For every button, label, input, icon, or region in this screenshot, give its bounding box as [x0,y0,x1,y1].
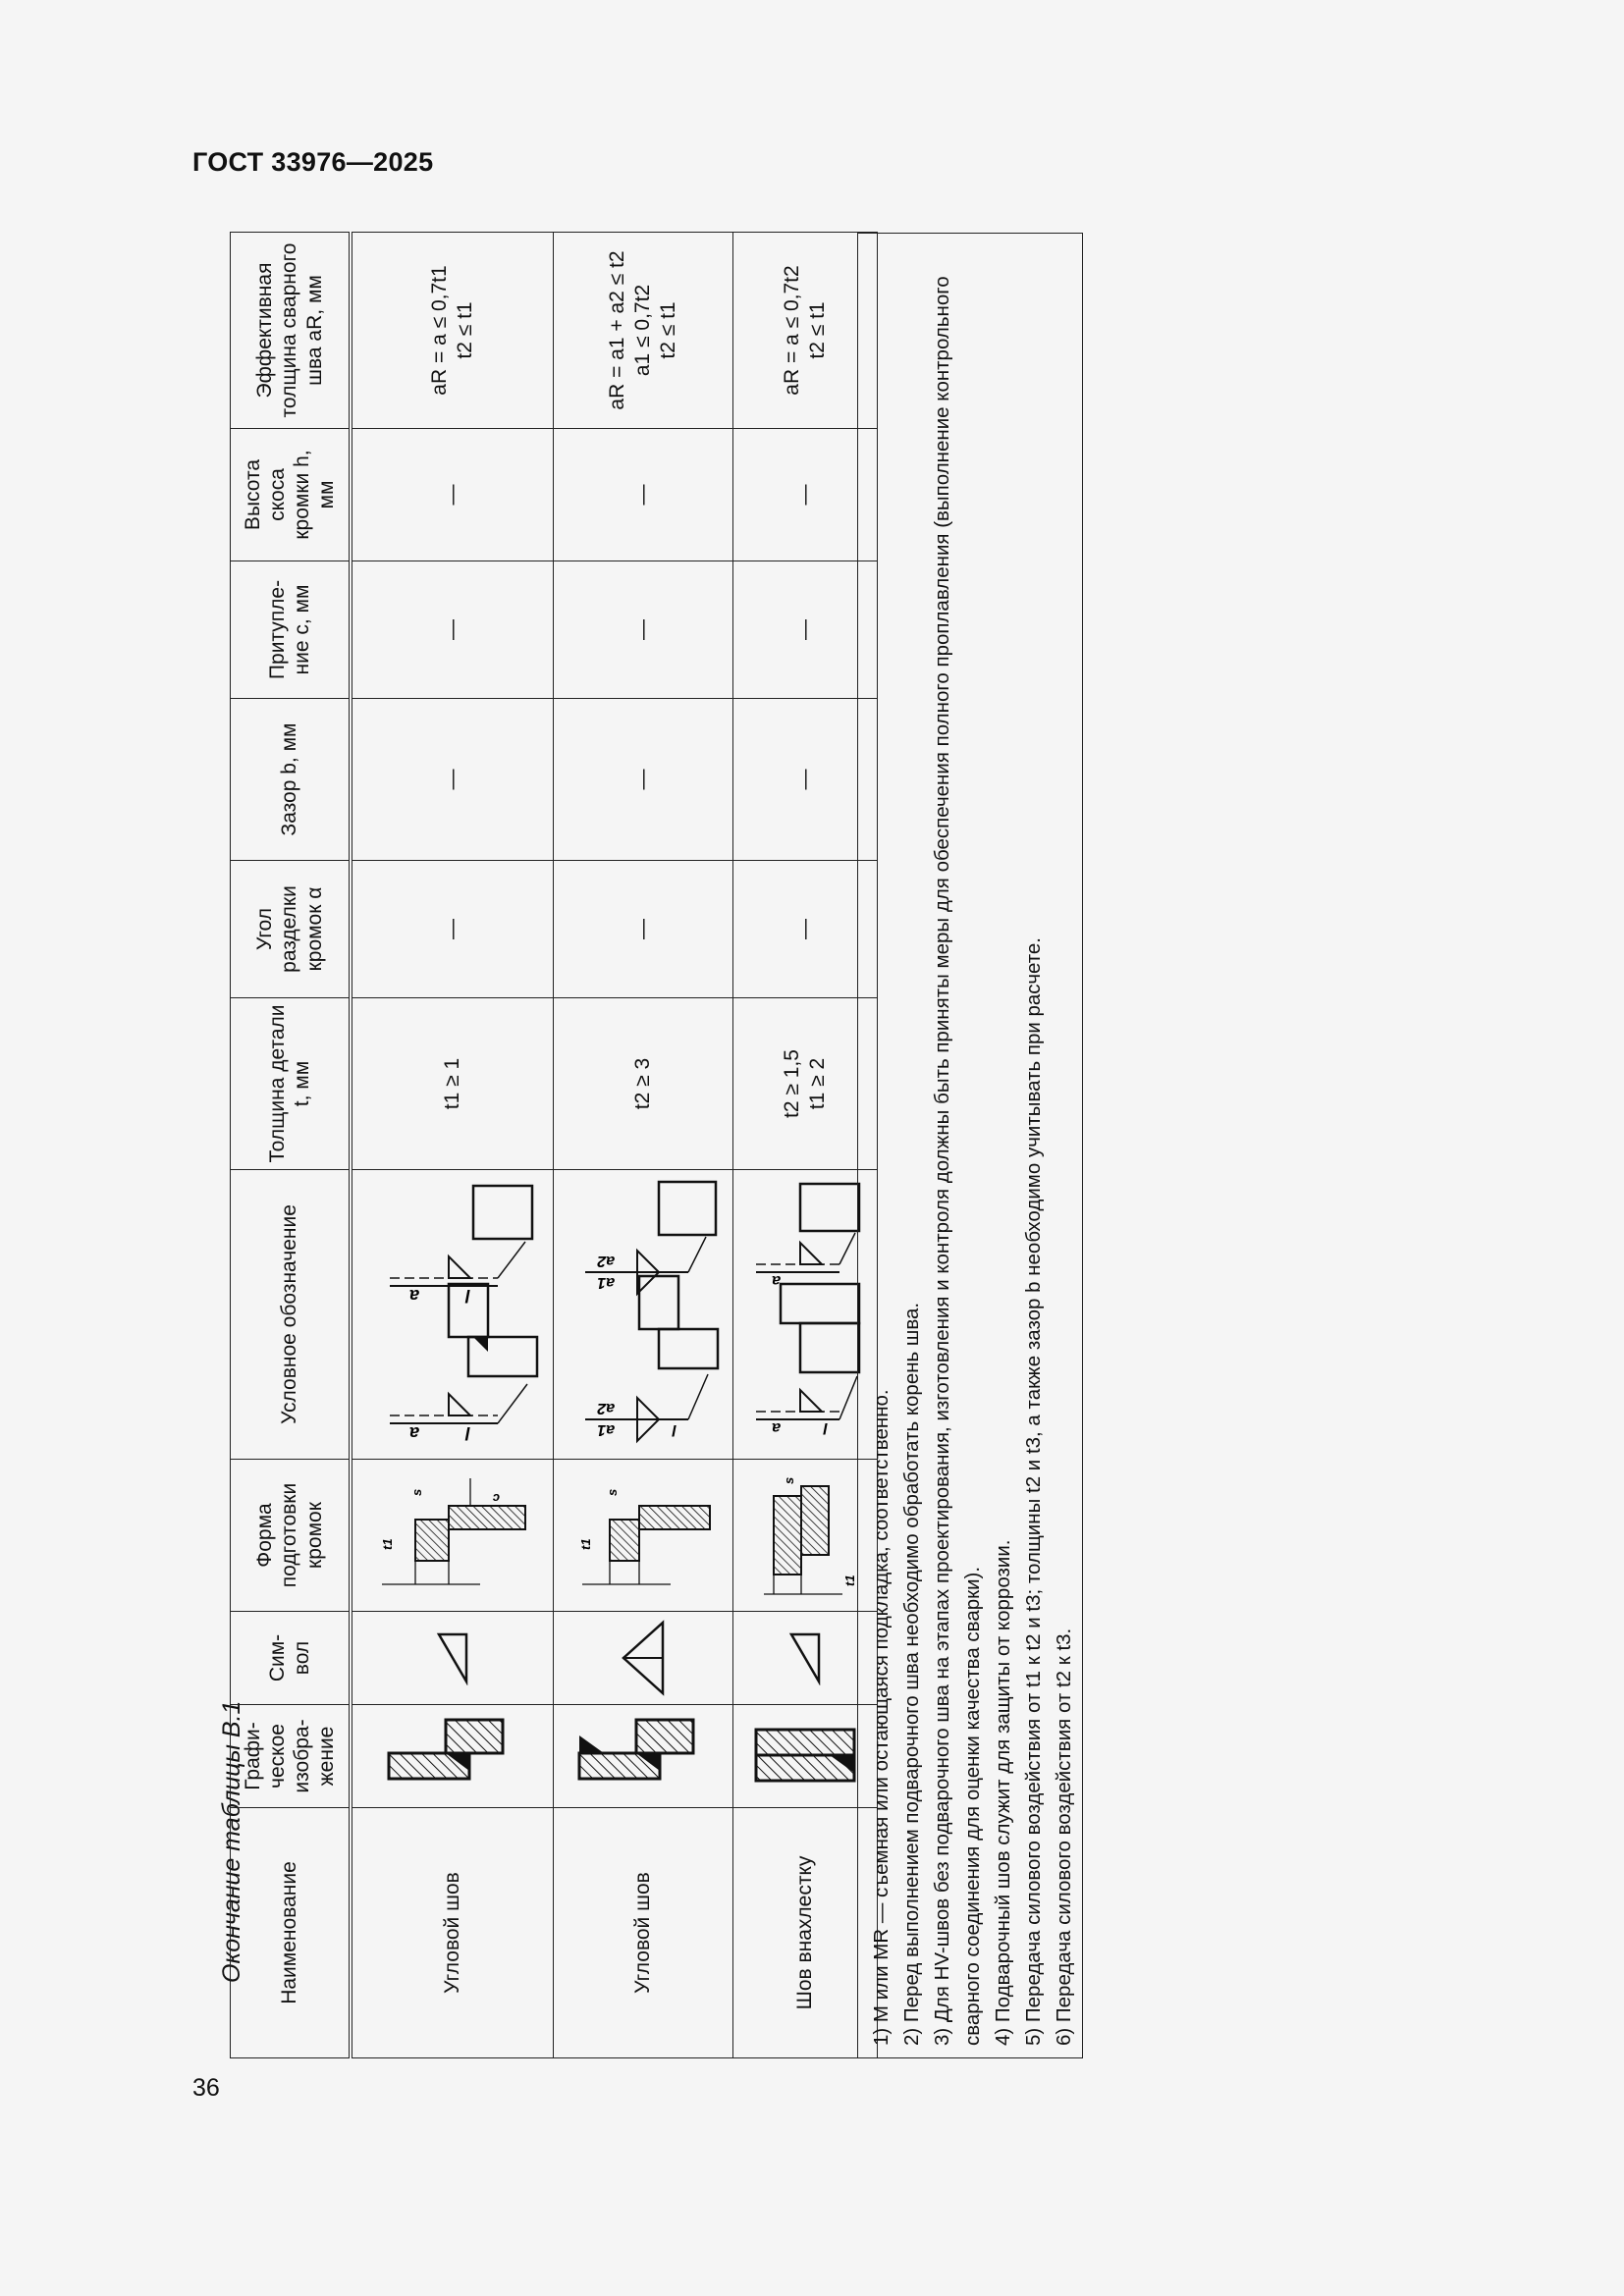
cell-thickness [351,998,554,1170]
col-effective: Эффективная толщина сварного шва aR, мм [231,233,352,429]
a-label-2: a [408,1286,419,1306]
table-row [733,233,878,2058]
cell-thickness [733,998,878,1170]
t1-label: t1 [841,1575,857,1586]
double-fillet-symbol-icon [620,1619,667,1697]
weld-designation-icon [561,1173,726,1453]
cell-symbol [554,1612,733,1705]
table-header-row [231,233,352,2058]
effective-line: t2 ≤ t1 [454,301,476,359]
cell-thickness [554,998,733,1170]
table-caption: Окончание таблицы В.1 [218,1700,245,1983]
cell-gap: — [554,699,733,861]
cell-graphic [351,1705,554,1808]
cell-effective [554,233,733,429]
weld-designation-icon [360,1173,545,1453]
s-label: s [781,1476,796,1484]
cell-angle: — [554,861,733,998]
lap-weld-graphic-icon [746,1712,864,1800]
cell-name: Угловой шов [554,1808,733,2058]
cell-graphic [733,1705,878,1808]
t1-label: t1 [379,1538,395,1550]
col-root-face: Притупле-ние c, мм [231,561,352,699]
cell-edge-form [554,1460,733,1612]
cell-effective [733,233,878,429]
col-bevel-height: Высота скоса кромки h, мм [231,429,352,561]
cell-symbol [351,1612,554,1705]
edge-prep-icon [362,1467,544,1604]
a2-label-2: a2 [597,1253,615,1269]
cell-graphic [554,1705,733,1808]
cell-bevel-height: — [554,429,733,561]
effective-line: aR = a1 + a2 ≤ t2 [605,250,628,410]
cell-designation [351,1170,554,1460]
cell-name: Угловой шов [351,1808,554,2058]
t1-label: t1 [577,1538,593,1550]
effective-line: aR = a ≤ 0,7t1 [427,265,451,396]
effective-line: t2 ≤ t1 [657,301,680,359]
effective-line: t2 ≤ t1 [806,301,829,359]
s-label: s [604,1488,620,1496]
col-name: Наименование [231,1808,352,2058]
thickness-value: t2 ≥ 1,5 [780,1049,803,1118]
cell-edge-form [351,1460,554,1612]
footnote: 4) Подварочный шов служит для защиты от коррозии. [992,1539,1014,2046]
cell-symbol [733,1612,878,1705]
page-number: 36 [192,2074,220,2102]
fillet-symbol-icon [787,1630,823,1685]
cell-root-face: — [351,561,554,699]
effective-line: aR = a ≤ 0,7t2 [780,265,803,396]
edge-prep-icon [563,1467,725,1604]
a1-label-2: a1 [597,1274,615,1291]
col-thickness: Толщина детали t, мм [231,998,352,1170]
col-angle: Угол разделки кромок α [231,861,352,998]
col-designation: Условное обозначение [231,1170,352,1460]
l-label-2: l [464,1286,470,1306]
cell-edge-form [733,1460,878,1612]
s-label: s [408,1488,424,1496]
weld-designation-icon [741,1173,869,1453]
cell-name: Шов внахлестку [733,1808,878,2058]
footnote: 1) M или MR — съемная или остающаяся подкладка, соответственно. [870,1389,893,2046]
weld-table [230,232,878,2058]
document-header: ГОСТ 33976—2025 [192,147,434,177]
cell-gap: — [351,699,554,861]
col-symbol: Сим-вол [231,1612,352,1705]
table-footnotes [857,233,1083,2058]
col-graphic: Графи-ческое изобра-жение [231,1705,352,1808]
a-label-2: a [772,1272,781,1289]
fillet-symbol-icon [435,1630,470,1685]
thickness-value: t1 ≥ 1 [440,1057,463,1110]
cell-bevel-height: — [733,429,878,561]
effective-line: a1 ≤ 0,7t2 [630,284,654,377]
footnote: 3) Для HV-швов без подварочного шва на этапах проектирования, изготовления и контроля должны быть приняты меры для обеспечения полного проплавления (выполнение контрольного сварного соединения для оценки качества сварки). [931,276,984,2046]
a-label: a [772,1419,781,1436]
col-gap: Зазор b, мм [231,699,352,861]
c-label: c [492,1491,500,1506]
cell-effective [351,233,554,429]
a2-label: a2 [597,1400,615,1416]
a1-label: a1 [597,1421,615,1438]
cell-designation [554,1170,733,1460]
edge-prep-icon [744,1467,867,1604]
cell-root-face: — [733,561,878,699]
footnote: 5) Передача силового воздействия от t1 к t2 и t3; толщины t2 и t3, а также зазор b необходимо учитывать при расчете. [1022,937,1045,2046]
double-fillet-weld-graphic-icon [569,1712,717,1800]
table-row [554,233,733,2058]
cell-gap: — [733,699,878,861]
cell-angle: — [733,861,878,998]
rotated-table-container [230,233,1094,2058]
cell-bevel-height: — [351,429,554,561]
footnote: 2) Перед выполнением подварочного шва необходимо обработать корень шва. [900,1302,923,2046]
thickness-value: t2 ≥ 3 [630,1057,654,1110]
thickness-value: t1 ≥ 2 [806,1057,829,1110]
col-edge-form: Форма подготовки кромок [231,1460,352,1612]
fillet-weld-graphic-icon [379,1712,526,1800]
table-row [351,233,554,2058]
a-label: a [408,1423,419,1443]
cell-designation [733,1170,878,1460]
l-label: l [672,1421,677,1438]
cell-root-face: — [554,561,733,699]
l-label: l [464,1423,470,1443]
cell-angle: — [351,861,554,998]
footnote: 6) Передача силового воздействия от t2 к t3. [1053,1628,1075,2046]
l-label: l [823,1419,828,1436]
